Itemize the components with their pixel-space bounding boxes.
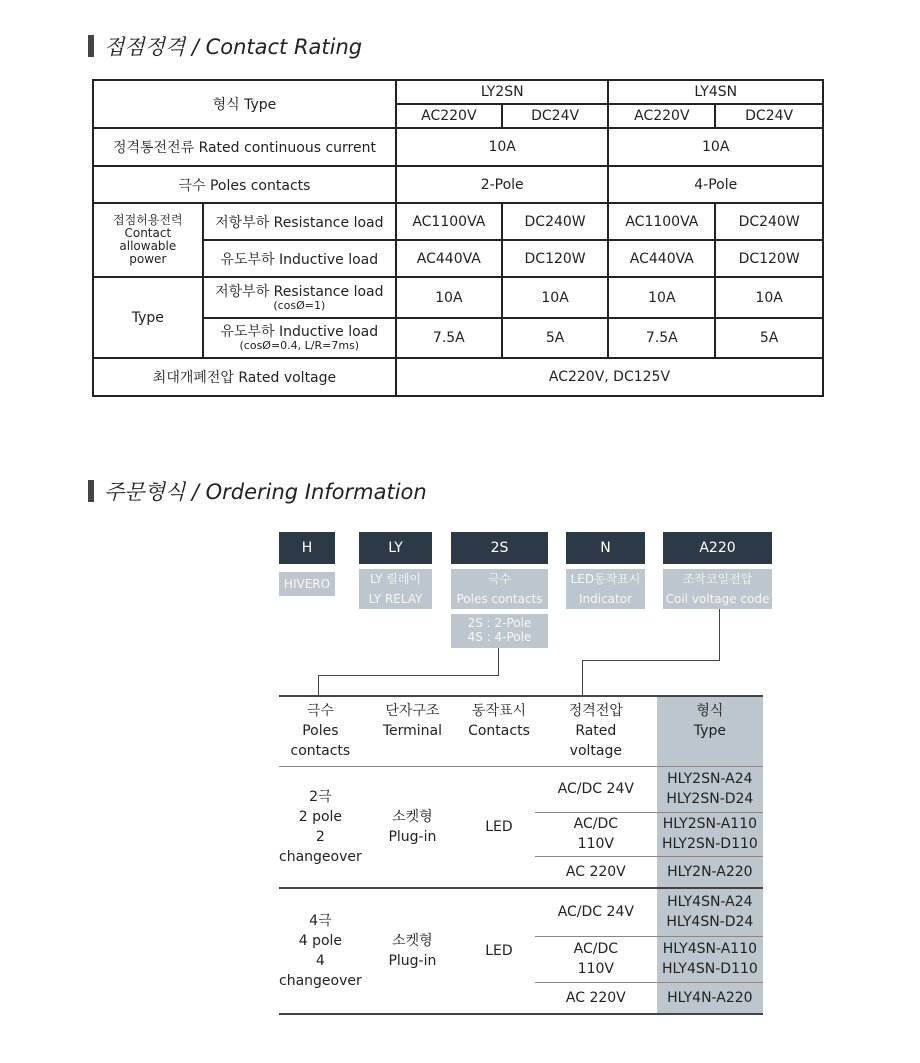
header-line: 극수 — [306, 703, 334, 720]
header-line — [657, 741, 763, 761]
label-poles-contacts — [451, 569, 548, 609]
header-line: 단자구조 — [385, 703, 440, 720]
type-inductive-value: 7.5A — [608, 318, 715, 358]
header-line: 정격전압 — [568, 703, 623, 720]
type-resistance-value: 10A — [608, 277, 715, 318]
title-bar-decoration — [88, 480, 94, 502]
inductive-load-label: 유도부하 Inductive load — [203, 240, 396, 277]
group-line: 접점허용전력 — [113, 213, 183, 227]
voltage-cell: AC/DC 24V — [535, 766, 657, 812]
voltage-line: AC/DC — [573, 816, 619, 832]
header-voltage — [535, 696, 657, 766]
pole-option: 4S : 4-Pole — [467, 630, 532, 644]
ordering-table — [279, 695, 763, 1015]
resistance-load-value: DC240W — [715, 203, 823, 240]
label-ly-relay — [359, 569, 432, 609]
label-line: 극수 — [487, 572, 512, 586]
contact-rating-title-text: 접점정격 / Contact Rating — [104, 35, 363, 59]
type-code: HLY4SN-D24 — [666, 914, 754, 931]
voltage-cell — [535, 936, 657, 982]
type-code: HLY2SN-D24 — [666, 791, 754, 807]
connector-line — [318, 675, 319, 696]
type-resistance-value: 10A — [396, 277, 502, 318]
type-cell: HLY4N-A220 — [657, 982, 763, 1014]
header-type — [657, 696, 763, 766]
header-line: 형식 — [696, 703, 724, 720]
connector-line — [582, 660, 720, 661]
model-header-ly4sn: LY4SN — [608, 80, 823, 104]
type-inductive-value: 7.5A — [396, 318, 502, 358]
header-line — [463, 741, 535, 761]
voltage-header: DC24V — [502, 104, 609, 128]
type-resistance-value: 10A — [715, 277, 823, 318]
label-line: 조작코일전압 — [682, 572, 753, 586]
type-code: HLY4SN-D110 — [661, 961, 758, 977]
type-inductive-text: 유도부하 Inductive load — [220, 324, 379, 340]
voltage-header: DC24V — [715, 104, 823, 128]
poles-line: 4극 — [309, 913, 332, 929]
type-resistance-label — [203, 277, 396, 318]
inductive-load-value: DC120W — [715, 240, 823, 277]
group-contacts: LED — [463, 766, 535, 888]
resistance-load-value: DC240W — [502, 203, 609, 240]
contact-rating-title — [88, 31, 362, 61]
code-box-poles: 2S — [451, 532, 548, 564]
inductive-load-value: AC440VA — [396, 240, 502, 277]
terminal-line: Plug-in — [388, 828, 437, 845]
label-hivero: HIVERO — [279, 572, 335, 596]
header-line: Terminal — [382, 723, 442, 740]
type-code: HLY2SN-A110 — [662, 816, 758, 832]
type-cell — [657, 766, 763, 812]
type-code: HLY4SN-A110 — [662, 941, 758, 957]
label-line: Poles contacts — [456, 592, 543, 606]
header-line: Contacts — [468, 723, 530, 740]
header-line: Rated — [575, 723, 617, 740]
voltage-cell — [535, 812, 657, 856]
type-cell — [657, 936, 763, 982]
allowable-power-group — [93, 203, 203, 277]
header-line: 동작표시 — [471, 703, 527, 720]
type-inductive-value: 5A — [502, 318, 609, 358]
header-contacts — [463, 696, 535, 766]
poles-line: 4 changeover — [279, 953, 362, 989]
type-inductive-note: (cosØ=0.4, L/R=7ms) — [239, 339, 360, 352]
header-line: Poles — [302, 723, 339, 740]
terminal-line: 소켓형 — [392, 933, 433, 949]
inductive-load-value: AC440VA — [608, 240, 715, 277]
label-line: Coil voltage code — [665, 592, 770, 606]
type-inductive-value: 5A — [715, 318, 823, 358]
type-cell — [657, 888, 763, 936]
group-line: power — [129, 252, 167, 266]
group-terminal — [362, 766, 463, 888]
voltage-cell: AC/DC 24V — [535, 888, 657, 936]
label-line: LED동작표시 — [570, 572, 641, 586]
title-bar-decoration — [88, 35, 94, 57]
type-cell: HLY2N-A220 — [657, 856, 763, 888]
rated-voltage-label: 최대개폐전압 Rated voltage — [93, 358, 396, 396]
header-poles — [279, 696, 362, 766]
group-poles — [279, 766, 362, 888]
rated-current-value: 10A — [396, 128, 609, 166]
terminal-line: Plug-in — [388, 953, 437, 969]
label-pole-options — [451, 614, 548, 648]
group-line: Contact — [124, 226, 172, 240]
poles-value: 4-Pole — [608, 166, 823, 203]
code-box-coil: A220 — [663, 532, 772, 564]
rated-current-label: 정격통전전류 Rated continuous current — [93, 128, 396, 166]
label-indicator — [566, 569, 645, 609]
connector-line — [719, 609, 720, 660]
voltage-line: 110V — [577, 836, 614, 852]
header-line: Type — [693, 723, 726, 740]
group-terminal — [362, 888, 463, 1014]
group-poles — [279, 888, 362, 1014]
voltage-header: AC220V — [608, 104, 715, 128]
ordering-info-title-text: 주문형식 / Ordering Information — [104, 480, 427, 504]
label-line: LY RELAY — [368, 592, 423, 606]
header-line: contacts — [290, 743, 351, 760]
label-line: Indicator — [578, 592, 633, 606]
type-resistance-text: 저항부하 Resistance load — [215, 283, 384, 300]
voltage-cell: AC 220V — [535, 856, 657, 888]
rated-current-value: 10A — [608, 128, 823, 166]
voltage-cell: AC 220V — [535, 982, 657, 1014]
resistance-load-label: 저항부하 Resistance load — [203, 203, 396, 240]
type-group-label: Type — [93, 277, 203, 358]
code-box-ly: LY — [359, 532, 432, 564]
type-resistance-note: (cosØ=1) — [273, 298, 326, 312]
connector-line — [582, 660, 583, 696]
type-header: 형식 Type — [93, 80, 396, 128]
model-header-ly2sn: LY2SN — [396, 80, 609, 104]
type-code: HLY4SN-A24 — [667, 894, 753, 911]
contact-rating-table — [92, 79, 824, 397]
type-resistance-value: 10A — [502, 277, 609, 318]
poles-line: 4 pole — [298, 933, 343, 949]
resistance-load-value: AC1100VA — [608, 203, 715, 240]
pole-option: 2S : 2-Pole — [467, 616, 532, 630]
inductive-load-value: DC120W — [502, 240, 609, 277]
connector-line — [498, 648, 499, 675]
label-coil-voltage — [663, 569, 772, 609]
terminal-line: 소켓형 — [392, 808, 433, 825]
ordering-info-title — [88, 476, 427, 506]
poles-line: 2극 — [309, 788, 332, 805]
header-terminal — [362, 696, 463, 766]
poles-label: 극수 Poles contacts — [93, 166, 396, 203]
type-code: HLY2SN-A24 — [667, 771, 753, 787]
code-box-h: H — [279, 532, 335, 564]
header-line — [362, 741, 463, 761]
group-line: allowable — [119, 239, 177, 253]
resistance-load-value: AC1100VA — [396, 203, 502, 240]
header-line: voltage — [569, 743, 622, 760]
label-line: LY 릴레이 — [369, 572, 421, 586]
rated-voltage-value: AC220V, DC125V — [396, 358, 823, 396]
connector-line — [318, 675, 499, 676]
group-contacts: LED — [463, 888, 535, 1014]
voltage-line: 110V — [577, 961, 614, 977]
type-code: HLY2SN-D110 — [661, 836, 758, 852]
poles-line: 2 pole — [298, 808, 343, 825]
poles-value: 2-Pole — [396, 166, 609, 203]
code-box-indicator: N — [566, 532, 645, 564]
type-cell — [657, 812, 763, 856]
voltage-line: AC/DC — [573, 941, 619, 957]
voltage-header: AC220V — [396, 104, 502, 128]
type-inductive-label — [203, 318, 396, 358]
poles-line: 2 changeover — [279, 828, 362, 865]
